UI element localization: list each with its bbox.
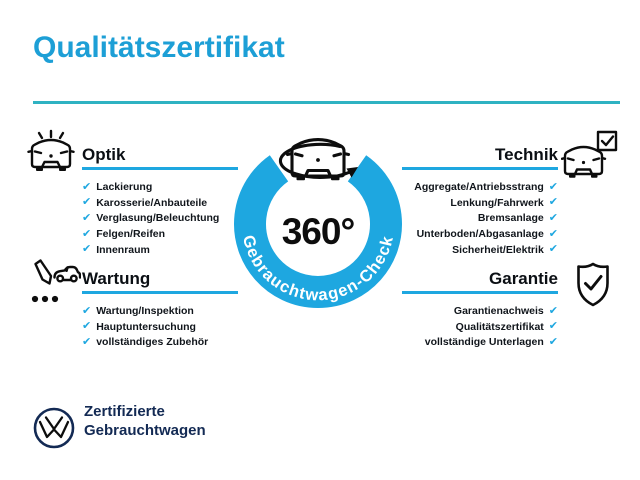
checklist-item-label: Hauptuntersuchung (96, 320, 196, 333)
section-title: Technik (495, 145, 558, 164)
car-checkbox-icon (561, 129, 619, 181)
check-icon: ✔ (82, 304, 92, 317)
checklist-item (82, 180, 238, 196)
check-icon: ✔ (82, 227, 92, 240)
section-wartung (82, 268, 238, 350)
checklist-item-label: vollständige Unterlagen (424, 336, 544, 349)
section-optik (82, 144, 238, 257)
checklist-item (82, 335, 238, 351)
sparkling-car-icon (26, 129, 76, 178)
checklist-item-label: Bremsanlage (477, 212, 544, 225)
check-icon: ✔ (548, 243, 558, 256)
checklist-item-label: Sicherheit/Elektrik (452, 243, 544, 256)
vw-logo-icon (32, 406, 76, 450)
check-icon: ✔ (82, 211, 92, 224)
check-icon: ✔ (548, 180, 558, 193)
checklist-item (82, 242, 238, 258)
checklist-item-label: Karosserie/Anbauteile (96, 196, 208, 209)
checklist-item-label: Lenkung/Fahrwerk (450, 196, 544, 209)
checklist-item-label: vollständiges Zubehör (96, 336, 209, 349)
checklist-item (402, 335, 558, 351)
checklist-item (82, 226, 238, 242)
rotation-arrow-icon (280, 144, 358, 177)
footer-line2: Gebrauchtwagen (84, 422, 206, 439)
checklist-item (402, 226, 558, 242)
section-title: Garantie (489, 269, 558, 288)
checklist (402, 180, 558, 258)
check-icon: ✔ (548, 227, 558, 240)
section-divider (402, 167, 558, 170)
checklist-item-label: Qualitätszertifikat (455, 320, 544, 333)
check-icon: ✔ (82, 196, 92, 209)
checklist-item (402, 195, 558, 211)
footer-brand-text (84, 402, 206, 440)
checklist-item-label: Aggregate/Antriebsstrang (414, 181, 544, 194)
checklist-item-label: Garantienachweis (453, 305, 544, 318)
checklist (82, 304, 238, 351)
car-front-icon (288, 140, 349, 176)
checklist-item (82, 304, 238, 320)
checklist (402, 304, 558, 351)
shield-check-icon (572, 261, 614, 311)
degree-label: 360° (281, 211, 355, 252)
check-icon: ✔ (548, 320, 558, 333)
checklist-item-label: Unterboden/Abgasanlage (416, 228, 544, 241)
checklist-item-label: Wartung/Inspektion (96, 305, 194, 318)
section-technik (402, 144, 558, 257)
section-divider (402, 291, 558, 294)
page-title: Qualitätszertifikat (33, 31, 285, 64)
checklist-item (402, 242, 558, 258)
check-icon: ✔ (82, 320, 92, 333)
section-title: Optik (82, 145, 126, 164)
checklist-item-label: Felgen/Reifen (96, 228, 166, 241)
ring-label-text (239, 233, 397, 304)
check-icon: ✔ (82, 180, 92, 193)
section-divider (82, 167, 238, 170)
section-divider (82, 291, 238, 294)
check-icon: ✔ (548, 304, 558, 317)
checklist-item (402, 304, 558, 320)
check-icon: ✔ (548, 211, 558, 224)
section-title: Wartung (82, 269, 151, 288)
checklist-item (82, 195, 238, 211)
checklist-item (82, 211, 238, 227)
ring-shape (250, 168, 386, 292)
check-icon: ✔ (548, 196, 558, 209)
checklist-item-label: Verglasung/Beleuchtung (96, 212, 220, 225)
checklist-item (402, 211, 558, 227)
title-divider (33, 101, 620, 104)
checklist-item (402, 180, 558, 196)
check-icon: ✔ (82, 335, 92, 348)
ring-label: Gebrauchtwagen-Check (238, 233, 398, 305)
check-icon: ✔ (82, 243, 92, 256)
checklist-item-label: Lackierung (96, 181, 153, 194)
checklist-item-label: Innenraum (96, 243, 150, 256)
checklist (82, 180, 238, 258)
checklist-item (402, 319, 558, 335)
pen-car-checklist-icon (25, 256, 81, 312)
check-icon: ✔ (548, 335, 558, 348)
section-garantie (402, 268, 558, 350)
checklist-item (82, 319, 238, 335)
footer-line1: Zertifizierte (84, 403, 165, 420)
